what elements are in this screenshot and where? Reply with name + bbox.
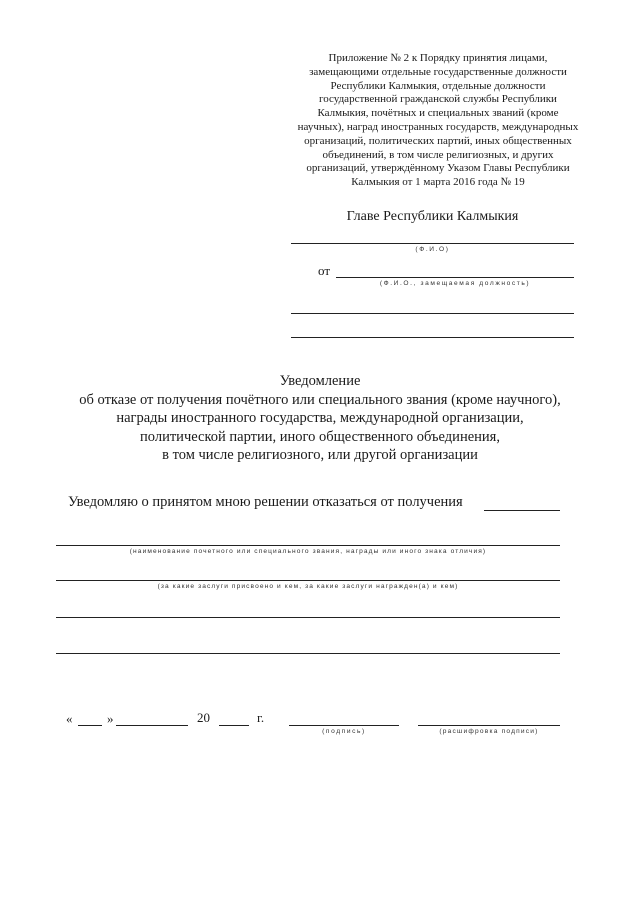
- award-name-line[interactable]: [56, 545, 560, 546]
- notice-subtitle-line: награды иностранного государства, международной организации,: [116, 410, 524, 426]
- extra-line-2[interactable]: [56, 653, 560, 654]
- appendix-line: организаций, политических партий, иных общественных: [304, 134, 572, 147]
- signature-decoding-line[interactable]: [418, 725, 560, 726]
- appendix-line: государственной гражданской службы Республики: [319, 93, 557, 106]
- award-name-caption: (наименование почетного или специального звания, награды или иного знака отличия): [129, 548, 487, 555]
- from-label: от: [318, 263, 331, 278]
- from-field-line[interactable]: [336, 277, 574, 278]
- date-day-line[interactable]: [78, 725, 102, 726]
- appendix-line: Республики Калмыкия, отдельные должности: [330, 79, 546, 92]
- notice-title: [40, 372, 600, 465]
- date-open-quote: «: [66, 711, 73, 726]
- merit-caption: (за какие заслуги присвоено и кем, за какие заслуги награжден(а) и кем): [157, 583, 459, 590]
- appendix-line: Калмыкия от 1 марта 2016 года № 19: [351, 176, 525, 189]
- from-field-line-2[interactable]: [291, 313, 574, 314]
- notice-body-text: Уведомляю о принятом мною решении отказаться от получения: [68, 494, 463, 510]
- award-field-line-start[interactable]: [484, 510, 560, 511]
- appendix-line: Приложение № 2 к Порядку принятия лицами,: [328, 52, 548, 64]
- signature-decoding-caption: (расшифровка подписи): [439, 728, 539, 735]
- notice-subtitle-line: об отказе от получения почётного или специального звания (кроме научного),: [79, 391, 561, 408]
- merit-line[interactable]: [56, 580, 560, 581]
- fio-field-line[interactable]: [291, 243, 574, 244]
- appendix-line: научных), наград иностранных государств, международных: [297, 120, 579, 133]
- date-year-suffix: г.: [257, 710, 265, 725]
- signature-line[interactable]: [289, 725, 399, 726]
- date-month-line[interactable]: [116, 725, 188, 726]
- appendix-line: Калмыкия, почётных и специальных званий (кроме: [317, 107, 559, 120]
- date-close-quote: »: [107, 711, 114, 726]
- from-caption: (Ф.И.О., замещаемая должность): [379, 280, 531, 287]
- extra-line-1[interactable]: [56, 617, 560, 618]
- notice-subtitle-line: в том числе религиозного, или другой организации: [162, 447, 478, 463]
- appendix-note: [290, 52, 586, 190]
- date-year-line[interactable]: [219, 725, 249, 726]
- date-year-prefix: 20: [197, 710, 210, 725]
- addressee-title: Главе Республики Калмыкия: [346, 209, 519, 224]
- fio-caption: (Ф.И.О): [415, 246, 450, 253]
- signature-caption: (подпись): [322, 728, 366, 735]
- appendix-line: замещающими отдельные государственные должности: [309, 65, 567, 78]
- appendix-line: организаций, утверждённому Указом Главы Республики: [306, 162, 570, 175]
- from-field-line-3[interactable]: [291, 337, 574, 338]
- notice-subtitle-line: политической партии, иного общественного объединения,: [140, 428, 500, 445]
- appendix-line: объединений, в том числе религиозных, и других: [322, 148, 554, 161]
- notice-heading: Уведомление: [279, 373, 361, 389]
